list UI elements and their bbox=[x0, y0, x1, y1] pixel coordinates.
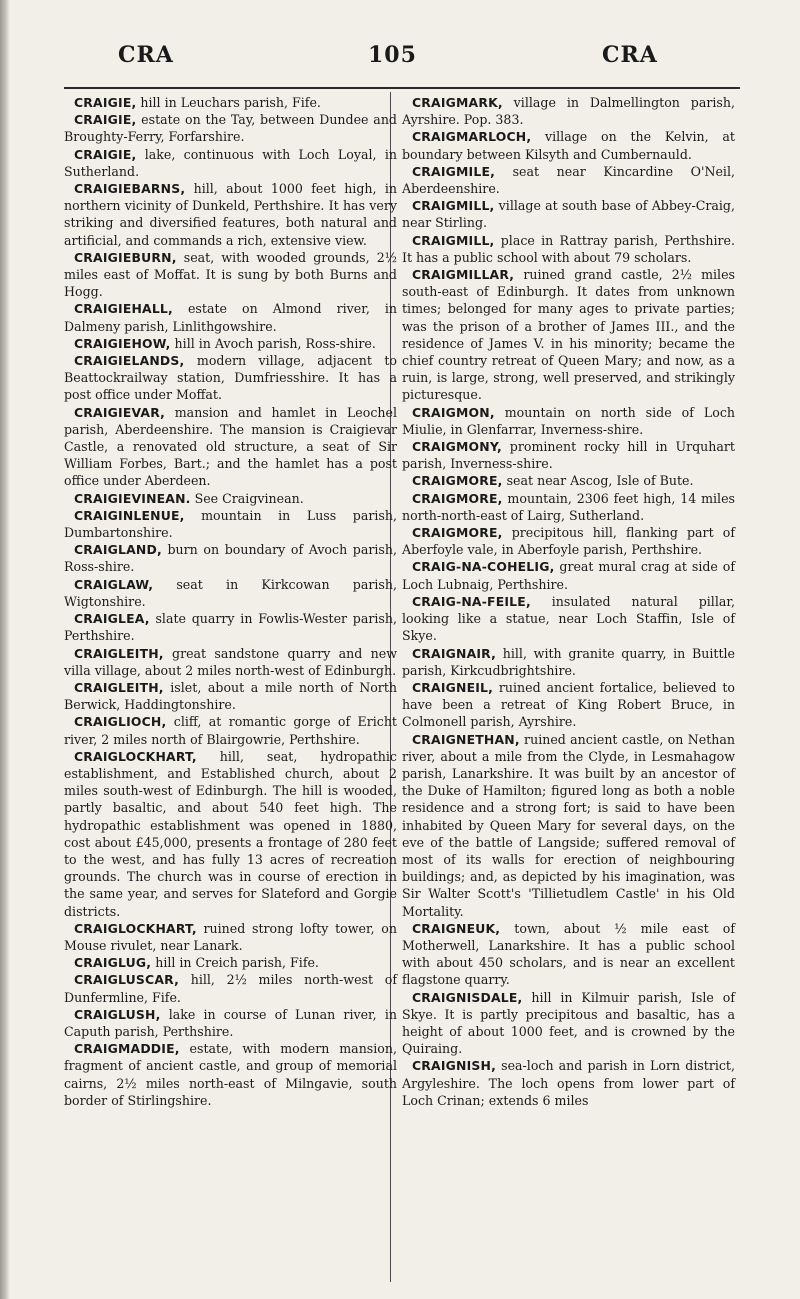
entry-headword: CRAIG-NA-COHELIG, bbox=[412, 559, 555, 575]
entry-headword: CRAIGIEBURN, bbox=[74, 249, 177, 265]
page-binding-shadow bbox=[0, 0, 10, 1299]
entry-headword: CRAIGIE, bbox=[74, 95, 137, 110]
gazetteer-entry bbox=[402, 128, 735, 162]
entry-description: hill in Kilmuir parish, Isle of Skye. It is partly precipitous and basaltic, has a height of about 1000 feet, and is crowned by the Quiraing. bbox=[402, 989, 735, 1057]
entry-headword: CRAIGLEITH, bbox=[74, 679, 164, 695]
entry-headword: CRAIGIE, bbox=[74, 112, 137, 128]
gazetteer-entry bbox=[64, 920, 397, 954]
entry-description: hill, seat, hydropathic establishment, and Established church, about 2 miles south-west of Edinburgh. The hill is wooded, partly basaltic, and about 540 feet high. The hydropathic establishment was opened in 1880, cost about £45,000, presents a frontage of 280 feet to the west, and has fully 13 acres of recreation grounds. The church was in course of erection in the same year, and serves for Slateford and Gorgie districts. bbox=[64, 748, 397, 919]
entry-description: prominent rocky hill in Urquhart parish, Inverness-shire. bbox=[402, 439, 735, 472]
entry-description: islet, about a mile north of North Berwick, Haddingtonshire. bbox=[64, 679, 397, 713]
gazetteer-entry bbox=[64, 146, 397, 180]
entry-headword: CRAIGMON, bbox=[412, 404, 495, 420]
gazetteer-entry bbox=[402, 94, 735, 128]
entry-headword: CRAIGINLENUE, bbox=[74, 507, 185, 523]
entry-headword: CRAIGMILL, bbox=[412, 198, 495, 214]
gazetteer-entry bbox=[402, 197, 735, 231]
entry-headword: CRAIGNEUK, bbox=[412, 920, 501, 936]
entry-description: place in Rattray parish, Perthshire. It has a public school with about 79 scholars. bbox=[402, 232, 735, 265]
entry-headword: CRAIGLEA, bbox=[74, 611, 150, 627]
entry-description: cliff, at romantic gorge of Ericht river, 2 miles north of Blairgowrie, Perthshire. bbox=[64, 714, 397, 747]
entry-description: mansion and hamlet in Leochel parish, Aberdeenshire. The mansion is Craigievar Castle, a renovated old structure, a seat of Sir William Forbes, Bart.; and the hamlet has a post office under Aberdeen. bbox=[64, 404, 397, 489]
gazetteer-entry bbox=[402, 490, 735, 524]
entry-headword: CRAIGNISDALE, bbox=[412, 989, 523, 1005]
gazetteer-entry bbox=[402, 679, 735, 731]
entry-description: hill in Avoch parish, Ross-shire. bbox=[170, 335, 376, 351]
entry-description: See Craigvinean. bbox=[190, 490, 304, 506]
gazetteer-entry bbox=[402, 472, 735, 489]
gazetteer-entry bbox=[402, 266, 735, 404]
gazetteer-entry bbox=[64, 180, 397, 249]
gazetteer-entry bbox=[64, 954, 397, 971]
gazetteer-entry bbox=[64, 352, 397, 404]
entry-description: mountain in Luss parish, Dumbartonshire. bbox=[64, 507, 397, 541]
entry-description: great mural crag at side of Loch Lubnaig, Perthshire. bbox=[402, 559, 735, 592]
gazetteer-entry bbox=[64, 94, 397, 111]
gazetteer-entry bbox=[64, 713, 397, 747]
header-left-guideword: CRA bbox=[118, 42, 174, 68]
gazetteer-entry bbox=[402, 524, 735, 558]
entry-headword: CRAIGLAND, bbox=[74, 542, 162, 558]
gazetteer-entry bbox=[64, 404, 397, 490]
entry-headword: CRAIGIEVINEAN. bbox=[74, 490, 191, 506]
entry-description: lake in course of Lunan river, in Caputh parish, Perthshire. bbox=[64, 1006, 397, 1039]
entry-headword: CRAIGMORE, bbox=[412, 525, 503, 541]
gazetteer-entry bbox=[64, 335, 397, 352]
entry-headword: CRAIGMILE, bbox=[412, 163, 496, 179]
gazetteer-entry bbox=[402, 1057, 735, 1109]
entry-description: village in Dalmellington parish, Ayrshire. Pop. 383. bbox=[402, 95, 735, 128]
gazetteer-entry bbox=[64, 645, 397, 679]
entry-description: ruined ancient fortalice, believed to have been a retreat of King Robert Bruce, in Colmonell parish, Ayrshire. bbox=[402, 679, 735, 730]
entry-headword: CRAIGNAIR, bbox=[412, 645, 497, 661]
entry-headword: CRAIGIEHOW, bbox=[74, 335, 171, 351]
entry-description: modern village, adjacent to Beattockrailway station, Dumfriesshire. It has a post office under Moffat. bbox=[64, 353, 397, 403]
entry-headword: CRAIGNISH, bbox=[412, 1058, 496, 1074]
gazetteer-entry bbox=[402, 163, 735, 197]
gazetteer-entry bbox=[64, 300, 397, 334]
entry-headword: CRAIGIEHALL, bbox=[74, 301, 173, 317]
entry-description: hill, 2½ miles north-west of Dunfermline, Fife. bbox=[64, 972, 397, 1005]
header-right-guideword: CRA bbox=[602, 42, 658, 68]
entry-headword: CRAIGLUSCAR, bbox=[74, 972, 180, 988]
running-header bbox=[0, 42, 800, 72]
entry-description: ruined ancient castle, on Nethan river, about a mile from the Clyde, in Lesmahagow parish, Lanarkshire. It was built by an ancestor of the Duke of Hamilton; figured long as both a noble residence and a strong fort; is said to have been inhabited by Queen Mary for several days, on the eve of the battle of Langside; suffered removal of most of its walls for erection of neighbouring buildings; and, as depicted by his imagination, was Sir Walter Scott's 'Tillietudlem Castle' in his Old Mortality. bbox=[402, 731, 735, 919]
entry-headword: CRAIGMONY, bbox=[412, 439, 502, 455]
entry-headword: CRAIGIE, bbox=[74, 146, 137, 162]
entry-headword: CRAIGNETHAN, bbox=[412, 731, 520, 747]
entry-headword: CRAIGLUSH, bbox=[74, 1006, 161, 1022]
gazetteer-entry bbox=[64, 111, 397, 145]
entry-description: slate quarry in Fowlis-Wester parish, Perthshire. bbox=[64, 611, 397, 644]
entry-headword: CRAIG-NA-FEILE, bbox=[412, 593, 531, 609]
entry-headword: CRAIGMADDIE, bbox=[74, 1041, 180, 1057]
entry-description: burn on boundary of Avoch parish, Ross-shire. bbox=[64, 542, 397, 575]
gazetteer-entry bbox=[64, 1040, 397, 1109]
entry-headword: CRAIGLIOCH, bbox=[74, 714, 167, 730]
gazetteer-entry bbox=[402, 438, 735, 472]
entry-description: hill, with granite quarry, in Buittle parish, Kirkcudbrightshire. bbox=[402, 645, 735, 678]
entry-headword: CRAIGIELANDS, bbox=[74, 353, 185, 369]
entry-description: estate on Almond river, in Dalmeny parish, Linlithgowshire. bbox=[64, 301, 397, 334]
page-number: 105 bbox=[368, 42, 417, 68]
entry-headword: CRAIGMARK, bbox=[412, 95, 503, 110]
entry-description: precipitous hill, flanking part of Aberfoyle vale, in Aberfoyle parish, Perthshire. bbox=[402, 525, 735, 558]
entry-description: sea-loch and parish in Lorn district, Argyleshire. The loch opens from lower part of Loch Crinan; extends 6 miles bbox=[402, 1058, 735, 1108]
entry-description: seat near Kincardine O'Neil, Aberdeenshire. bbox=[402, 163, 735, 197]
right-column bbox=[402, 94, 735, 1109]
header-rule bbox=[64, 87, 740, 89]
entry-description: hill in Creich parish, Fife. bbox=[151, 955, 319, 971]
entry-description: seat, with wooded grounds, 2½ miles east of Moffat. It is sung by both Burns and Hogg. bbox=[64, 249, 397, 300]
gazetteer-entry bbox=[402, 731, 735, 920]
gazetteer-entry bbox=[64, 1006, 397, 1040]
gazetteer-entry bbox=[64, 679, 397, 713]
entry-description: estate on the Tay, between Dundee and Broughty-Ferry, Forfarshire. bbox=[64, 112, 397, 145]
entry-description: lake, continuous with Loch Loyal, in Sutherland. bbox=[64, 146, 397, 179]
gazetteer-entry bbox=[64, 541, 397, 575]
gazetteer-entry bbox=[64, 748, 397, 920]
entry-headword: CRAIGIEBARNS, bbox=[74, 181, 186, 197]
gazetteer-entry bbox=[402, 558, 735, 592]
entry-description: town, about ½ mile east of Motherwell, Lanarkshire. It has a public school with about 450 scholars, and is near an excellent flagstone quarry. bbox=[402, 920, 735, 988]
gazetteer-entry bbox=[402, 645, 735, 679]
entry-headword: CRAIGMARLOCH, bbox=[412, 129, 532, 145]
gazetteer-entry bbox=[64, 610, 397, 644]
entry-headword: CRAIGIEVAR, bbox=[74, 404, 166, 420]
entry-headword: CRAIGLOCKHART, bbox=[74, 920, 197, 936]
gazetteer-entry bbox=[402, 593, 735, 645]
entry-description: seat in Kirkcowan parish, Wigtonshire. bbox=[64, 576, 397, 609]
gazetteer-entry bbox=[64, 507, 397, 541]
gazetteer-entry bbox=[402, 989, 735, 1058]
gazetteer-entry bbox=[64, 490, 397, 507]
entry-description: mountain, 2306 feet high, 14 miles north-north-east of Lairg, Sutherland. bbox=[402, 490, 735, 523]
entry-headword: CRAIGMILL, bbox=[412, 232, 495, 248]
entry-description: insulated natural pillar, looking like a statue, near Loch Staffin, Isle of Skye. bbox=[402, 593, 735, 644]
entry-description: village at south base of Abbey-Craig, near Stirling. bbox=[402, 198, 735, 231]
gazetteer-entry bbox=[64, 249, 397, 301]
entry-headword: CRAIGMILLAR, bbox=[412, 267, 515, 283]
gazetteer-entry bbox=[402, 404, 735, 438]
entry-description: mountain on north side of Loch Miulie, in Glenfarrar, Inverness-shire. bbox=[402, 404, 735, 437]
entry-headword: CRAIGNEIL, bbox=[412, 679, 494, 695]
entry-description: hill, about 1000 feet high, in northern vicinity of Dunkeld, Perthshire. It has very striking and diversified features, both natural and artificial, and commands a rich, extensive view. bbox=[64, 181, 397, 248]
entry-description: great sandstone quarry and new villa village, about 2 miles north-west of Edinburgh. bbox=[64, 645, 397, 678]
entry-description: ruined strong lofty tower, on Mouse rivulet, near Lanark. bbox=[64, 920, 397, 953]
gazetteer-entry bbox=[64, 576, 397, 610]
entry-headword: CRAIGLEITH, bbox=[74, 645, 164, 661]
entry-description: hill in Leuchars parish, Fife. bbox=[136, 95, 321, 110]
entry-description: seat near Ascog, Isle of Bute. bbox=[502, 473, 694, 489]
entry-headword: CRAIGMORE, bbox=[412, 473, 503, 489]
left-column bbox=[64, 94, 397, 1109]
entry-headword: CRAIGLUG, bbox=[74, 955, 152, 971]
entry-description: estate, with modern mansion, fragment of ancient castle, and group of memorial cairns, 2½ miles north-east of Milngavie, south border of Stirlingshire. bbox=[64, 1041, 397, 1108]
entry-description: village on the Kelvin, at boundary between Kilsyth and Cumbernauld. bbox=[402, 129, 735, 162]
entry-headword: CRAIGLOCKHART, bbox=[74, 748, 197, 764]
entry-headword: CRAIGMORE, bbox=[412, 490, 503, 506]
gazetteer-entry bbox=[402, 232, 735, 266]
gazetteer-entry bbox=[402, 920, 735, 989]
gazetteer-entry bbox=[64, 971, 397, 1005]
entry-description: ruined grand castle, 2½ miles south-east of Edinburgh. It dates from unknown times; belonged for many ages to private parties; was the prison of a brother of James III., and the residence of James V. in his minority; became the chief country retreat of Queen Mary; and now, as a ruin, is large, strong, well preserved, and strikingly picturesque. bbox=[402, 267, 735, 403]
entry-headword: CRAIGLAW, bbox=[74, 576, 154, 592]
